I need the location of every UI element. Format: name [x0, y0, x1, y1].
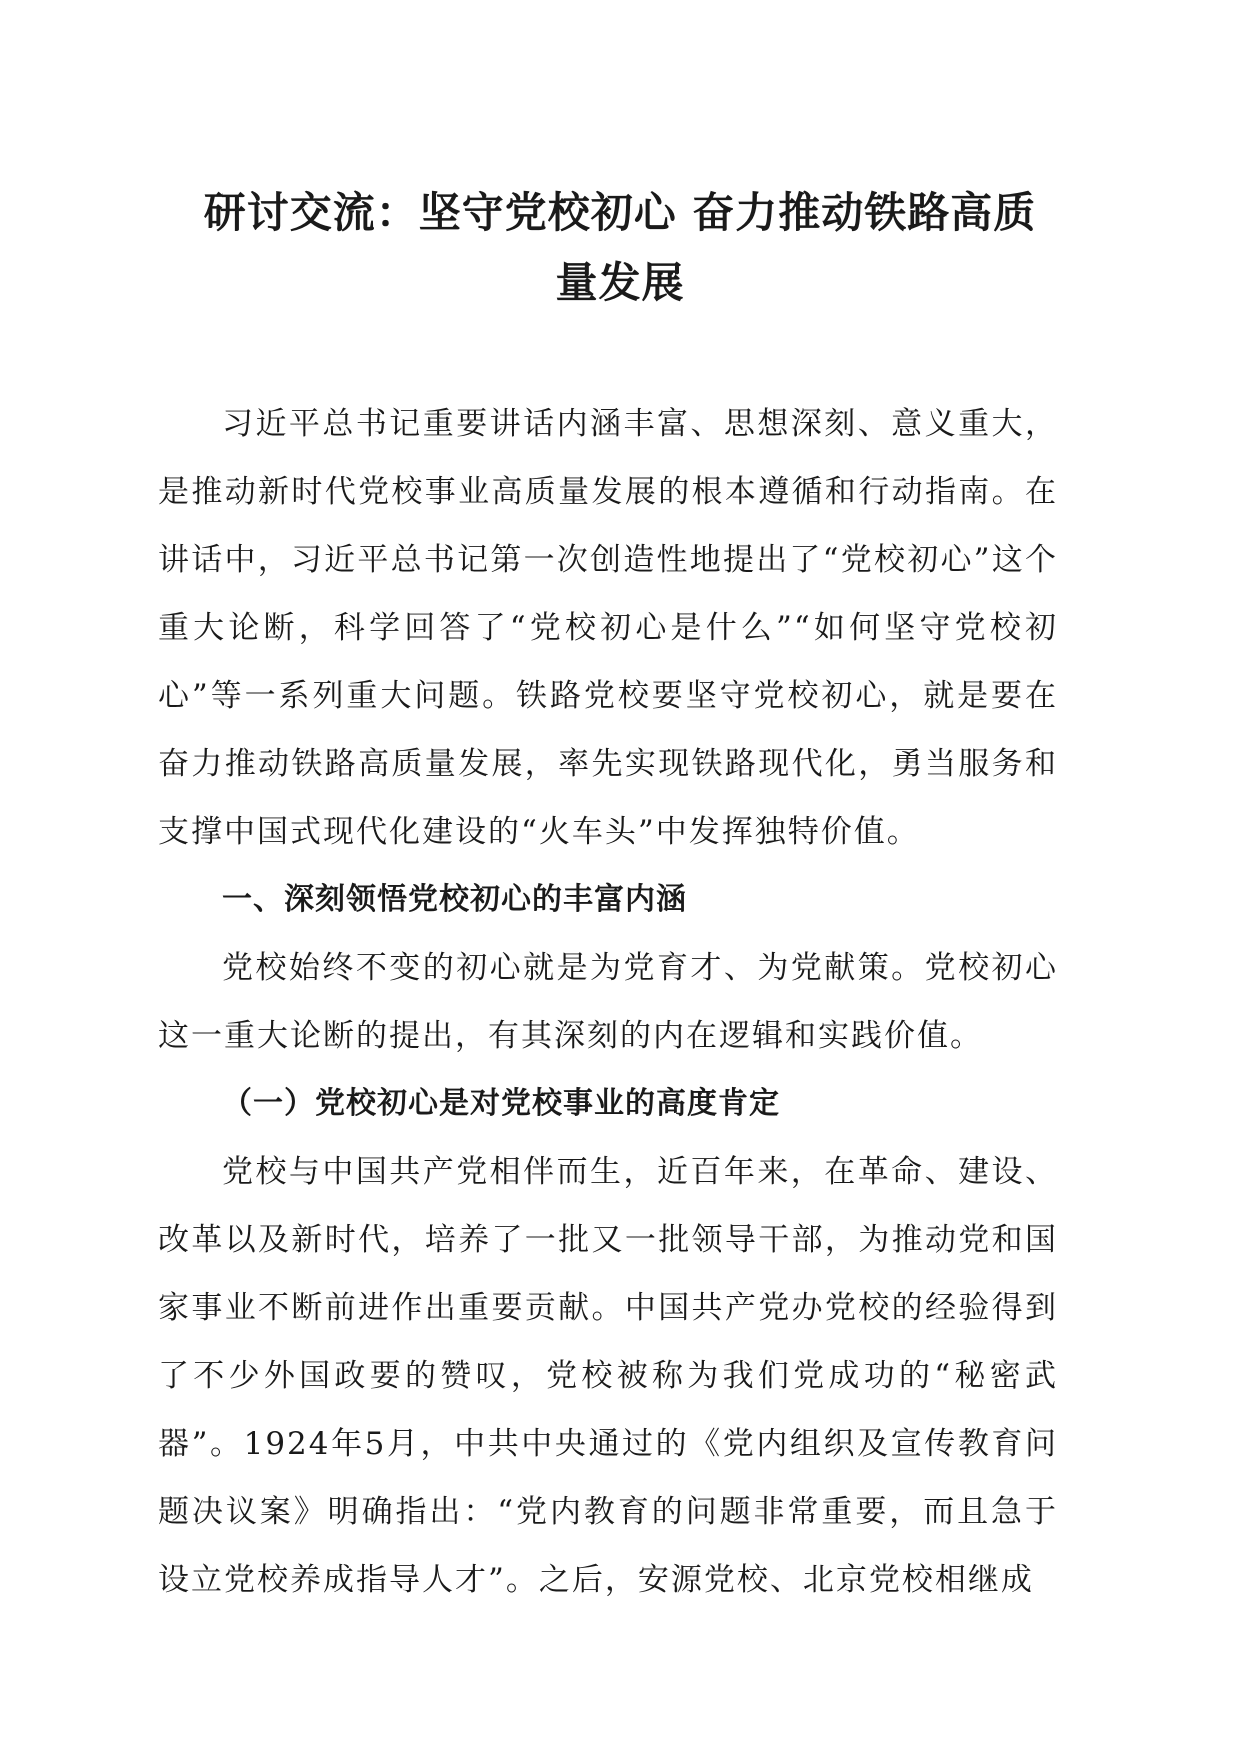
paragraph-intro: 习近平总书记重要讲话内涵丰富、思想深刻、意义重大，是推动新时代党校事业高质量发展的根本遵循和行动指南。在讲话中，习近平总书记第一次创造性地提出了“党校初心”这个重大论断，科学回答了“党校初心是什么”“如何坚守党校初心”等一系列重大问题。铁路党校要坚守党校初心，就是要在奋力推动铁路高质量发展，率先实现铁路现代化，勇当服务和支撑中国式现代化建设的“火车头”中发挥独特价值。 [158, 406, 1058, 850]
title-line-2: 量发展 [555, 258, 685, 307]
section-heading-1: 一、深刻领悟党校初心的丰富内涵 [222, 882, 687, 917]
title-line-1: 研讨交流：坚守党校初心 奋力推动铁路高质 [203, 188, 1037, 237]
paragraph-section-1: 党校始终不变的初心就是为党育才、为党献策。党校初心这一重大论断的提出，有其深刻的内在逻辑和实践价值。 [158, 950, 1058, 1054]
paragraph-subsection-1: 党校与中国共产党相伴而生，近百年来，在革命、建设、改革以及新时代，培养了一批又一批领导干部，为推动党和国家事业不断前进作出重要贡献。中国共产党办党校的经验得到了不少外国政要的赞叹，党校被称为我们党成功的“秘密武器”。1924年5月，中共中央通过的《党内组织及宣传教育问题决议案》明确指出：“党内教育的问题非常重要，而且急于设立党校养成指导人才”。之后，安源党校、北京党校相继成 [158, 1154, 1058, 1598]
document-body [158, 390, 1058, 1614]
document-title [150, 178, 1090, 318]
subsection-heading-1: （一）党校初心是对党校事业的高度肯定 [222, 1086, 780, 1121]
